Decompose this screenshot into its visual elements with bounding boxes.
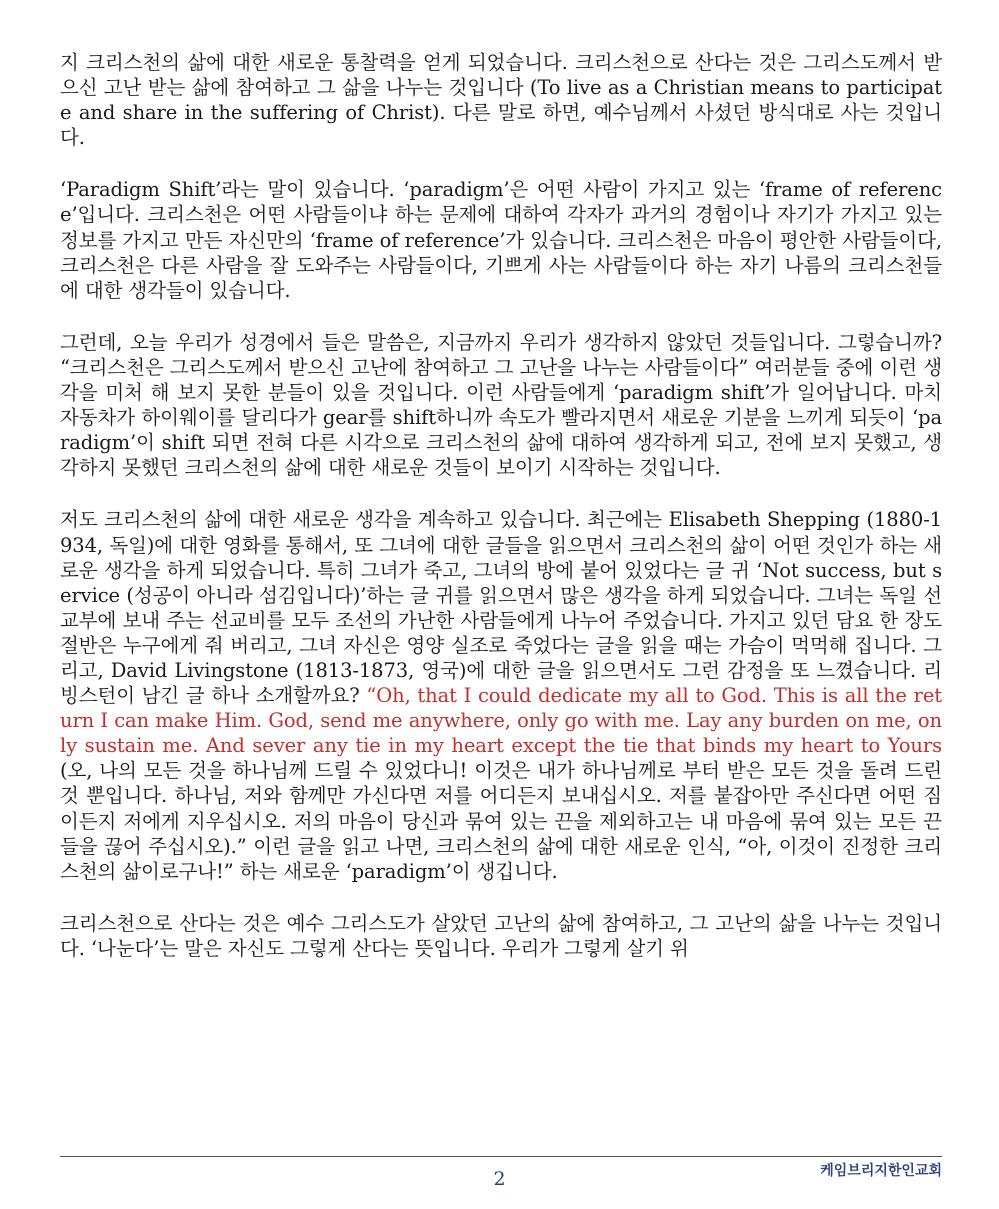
paragraph-examples-translation: (오, 나의 모든 것을 하나님께 드릴 수 있었다니! 이것은 내가 하나님께로 부터 받은 모든 것을 돌려 드린 것 뿐입니다. 하나님, 저와 함께만 가신다면 저를 어디든지 보내십시오. 저를 붙잡아만 주신다면 어떤 짐이든지 저에게 지우십시오. 저의 마음이 당신과 묶여 있는 끈을 제외하고는 내 마음에 묶여 있는 모든 끈들을 끊어 주십시오).” 이런 글을 읽고 나면, 크리스천의 삶에 대한 새로운 인식, “아, 이것이 진정한 크리스천의 삶이로구나!” 하는 새로운 ‘paradigm’이 생깁니다.: [60, 759, 942, 883]
page-number: 2: [493, 1168, 506, 1190]
document-body: [60, 50, 942, 988]
paragraph-paradigm-shift: ‘Paradigm Shift’라는 말이 있습니다. ‘paradigm’은 어떤 사람이 가지고 있는 ‘frame of reference’입니다. 크리스천은 어떤 사람들이냐 하는 문제에 대하여 각자가 과거의 경험이나 자기가 가지고 있는 정보를 가지고 만든 자신만의 ‘frame of reference’가 있습니다. 크리스천은 마음이 평안한 사람들이다, 크리스천은 다른 사람을 잘 도와주는 사람들이다, 기쁘게 사는 사람들이다 하는 자기 나름의 크리스천들에 대한 생각들이 있습니다.: [60, 178, 942, 302]
paragraph-1: 지 크리스천의 삶에 대한 새로운 통찰력을 얻게 되었습니다. 크리스천으로 산다는 것은 그리스도께서 받으신 고난 받는 삶에 참여하고 그 삶을 나누는 것입니다 (To live as a Christian means to participate and share in the suffering of Christ). 다른 말로 하면, 예수님께서 사셨던 방식대로 사는 것입니다.: [60, 51, 942, 150]
footer-divider: [60, 1156, 942, 1157]
paragraph-examples-intro: 저도 크리스천의 삶에 대한 새로운 생각을 계속하고 있습니다. 최근에는 Elisabeth Shepping (1880-1934, 독일)에 대한 영화를 통해서, 또 그녀에 대한 글들을 읽으면서 크리스천의 삶이 어떤 것인가 하는 새로운 생각을 하게 되었습니다. 특히 그녀가 죽고, 그녀의 방에 붙어 있었다는 글 귀 ‘Not success, but service (성공이 아니라 섬김입니다)’하는 글 귀를 읽으면서 많은 생각을 하게 되었습니다. 그녀는 독일 선교부에 보내 주는 선교비를 모두 조선의 가난한 사람들에게 나누어 주었습니다. 가지고 있던 담요 한 장도 절반은 누구에게 줘 버리고, 그녀 자신은 영양 실조로 죽었다는 글을 읽을 때는 가슴이 먹먹해 집니다. 그리고, David Livingstone (1813-1873, 영국)에 대한 글을 읽으면서도 그런 감정을 또 느꼈습니다. 리빙스턴이 남긴 글 하나 소개할까요?: [60, 508, 942, 708]
church-name: 케임브리지한인교회: [820, 1163, 942, 1179]
paragraph-conclusion: 크리스천으로 산다는 것은 예수 그리스도가 살았던 고난의 삶에 참여하고, 그 고난의 삶을 나누는 것입니다. ‘나눈다’는 말은 자신도 그렇게 산다는 뜻입니다. 우리가 그렇게 살기 위: [60, 911, 942, 960]
livingstone-quote: “Oh, that I could dedicate my all to God. This is all the return I can make Him. God, send me anywhere, only go with me. Lay any burden on me, only sustain me. And sever any tie in my heart except the tie that binds my heart to Yours: [60, 684, 943, 758]
paragraph-scripture: 그런데, 오늘 우리가 성경에서 들은 말씀은, 지금까지 우리가 생각하지 않았던 것들입니다. 그렇습니까? “크리스천은 그리스도께서 받으신 고난에 참여하고 그 고난을 나누는 사람들이다” 여러분들 중에 이런 생각을 미처 해 보지 못한 분들이 있을 것입니다. 이런 사람들에게 ‘paradigm shift’가 일어납니다. 마치 자동차가 하이웨이를 달리다가 gear를 shift하니까 속도가 빨라지면서 새로운 기분을 느끼게 되듯이 ‘paradigm’이 shift 되면 전혀 다른 시각으로 크리스천의 삶에 대하여 생각하게 되고, 전에 보지 못했고, 생각하지 못했던 크리스천의 삶에 대한 새로운 것들이 보이기 시작하는 것입니다.: [60, 330, 942, 480]
paragraph-examples: [60, 507, 942, 883]
